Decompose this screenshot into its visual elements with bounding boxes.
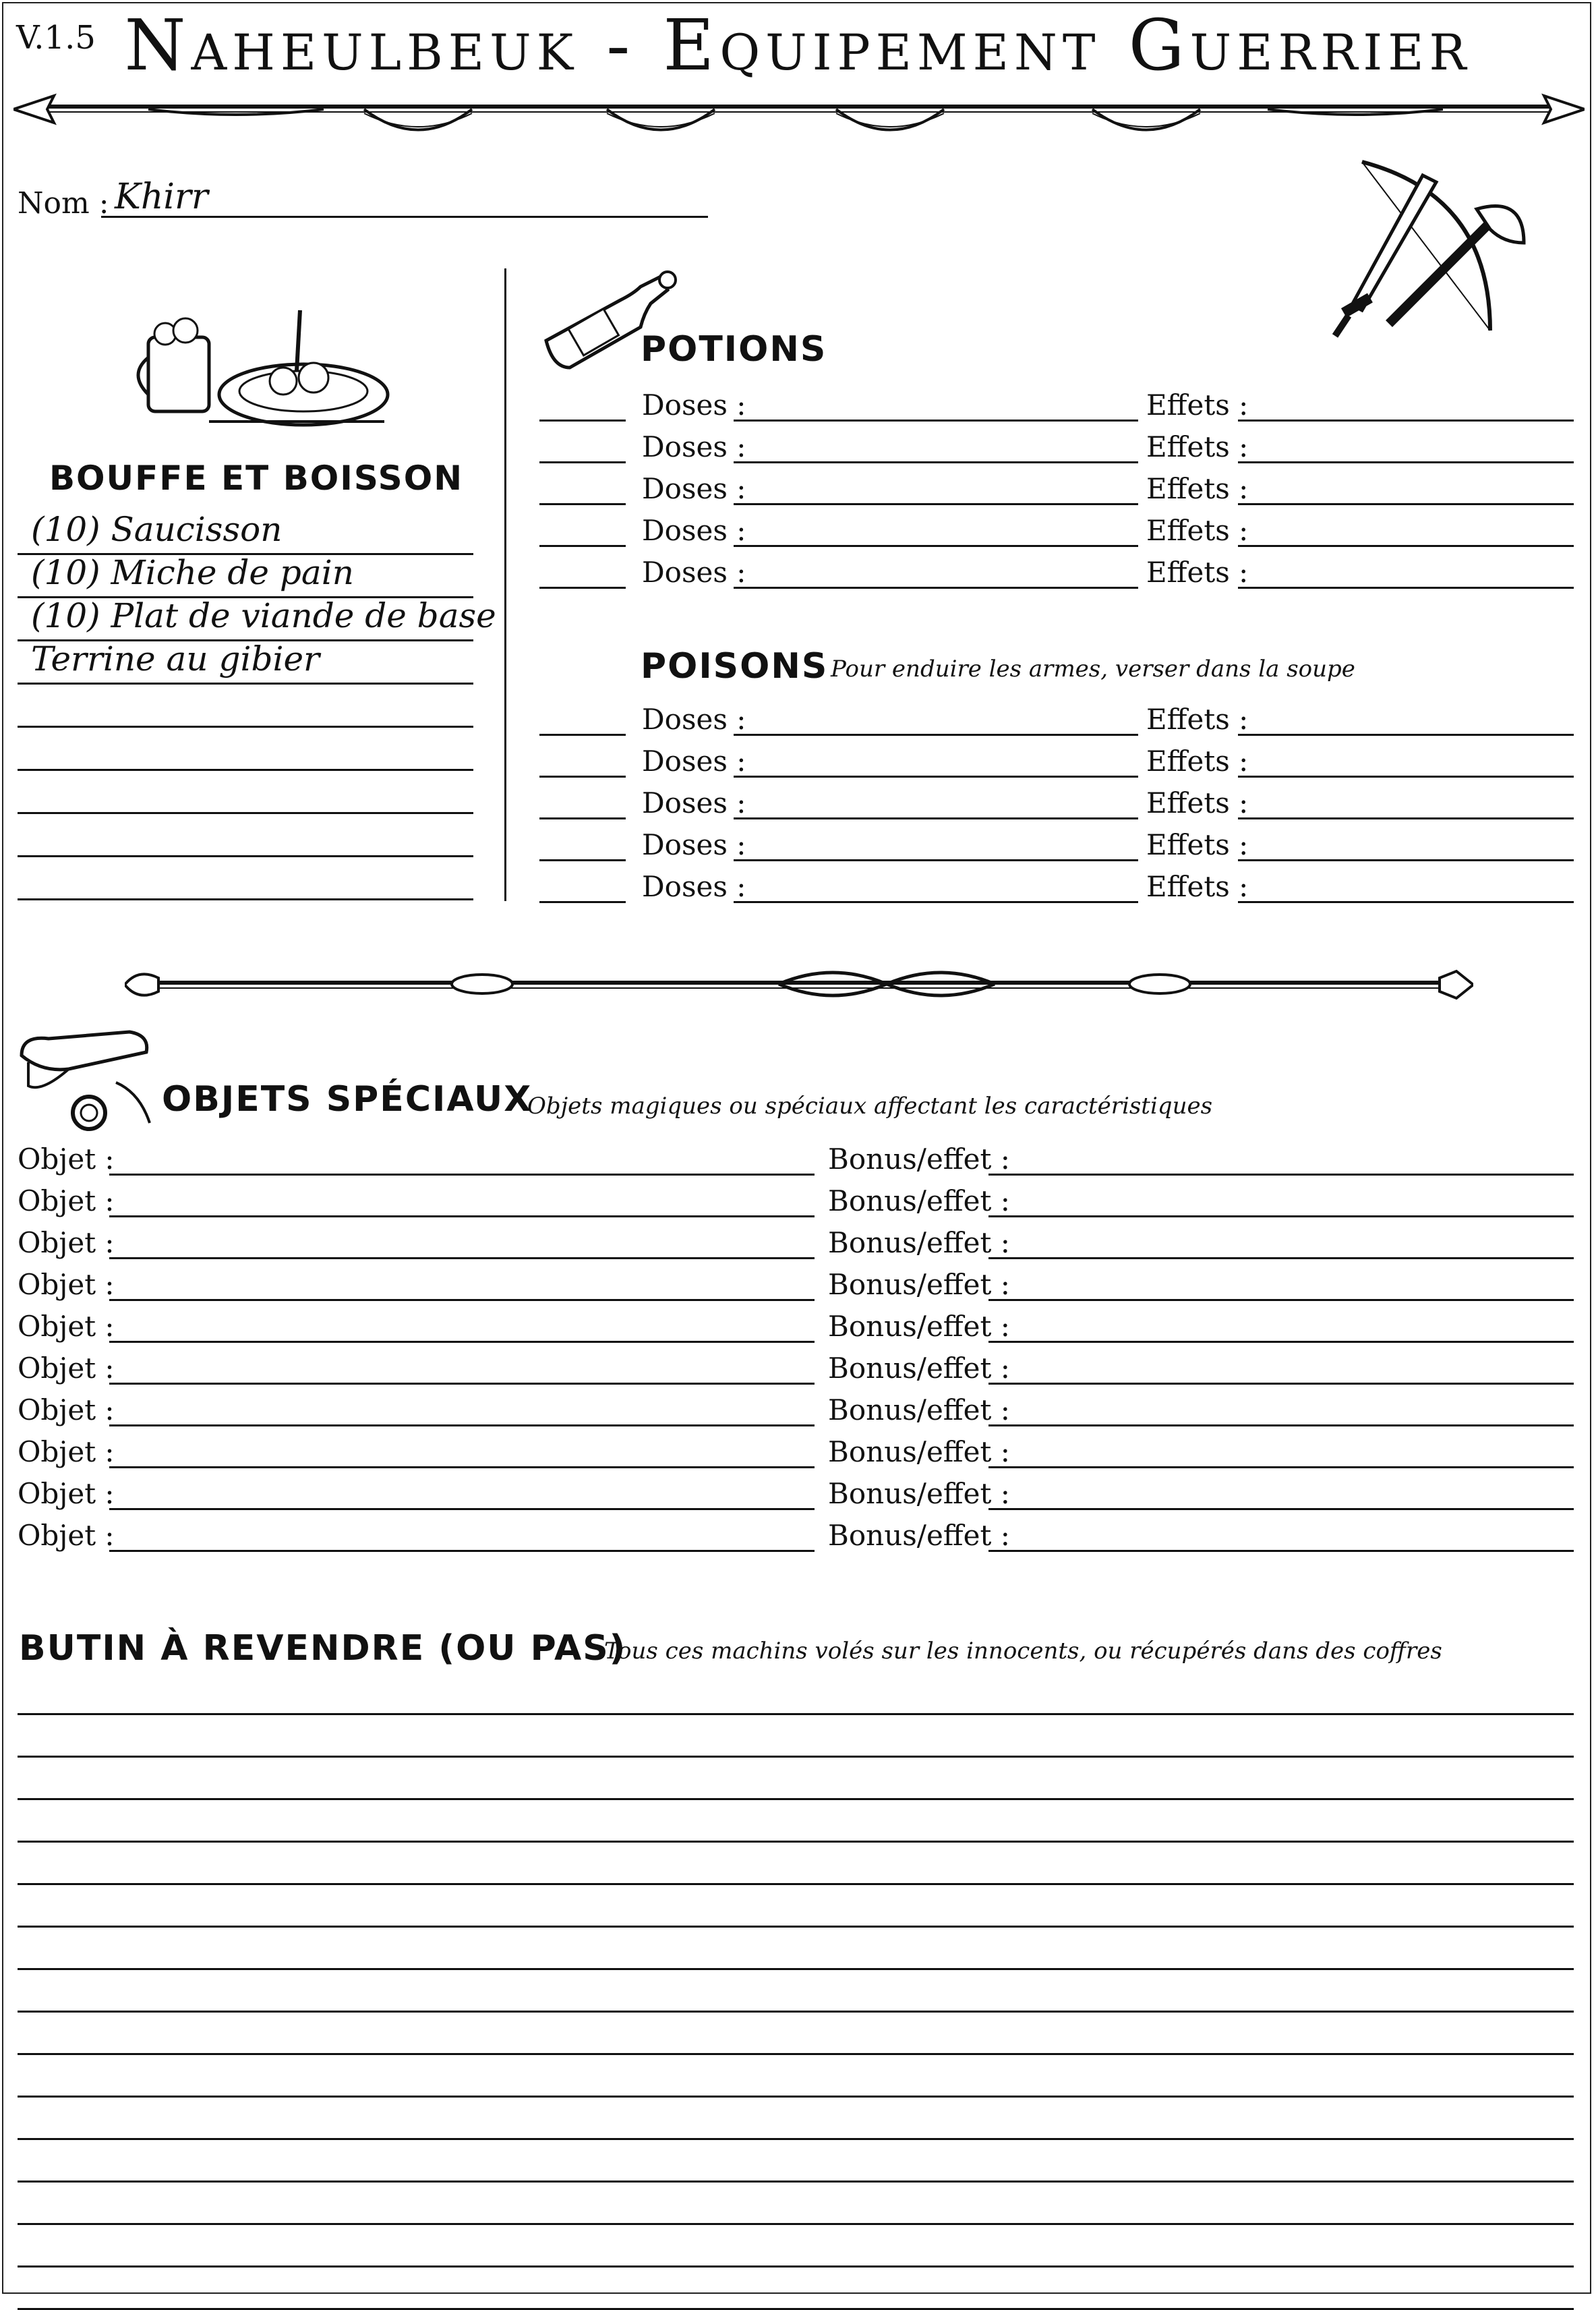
doses-label: Doses : bbox=[642, 786, 746, 819]
effets-field-line[interactable] bbox=[1238, 734, 1574, 736]
objet-field-line[interactable] bbox=[109, 1383, 815, 1385]
objet-field-line[interactable] bbox=[109, 1341, 815, 1343]
doses-label: Doses : bbox=[642, 430, 746, 463]
dose-count-line[interactable] bbox=[539, 545, 626, 547]
bonus-field-line[interactable] bbox=[988, 1174, 1574, 1176]
effets-label: Effets : bbox=[1146, 703, 1249, 736]
objet-field-line[interactable] bbox=[109, 1508, 815, 1510]
butin-section-title: BUTIN À REVENDRE (OU PAS) bbox=[19, 1628, 627, 1669]
butin-line[interactable] bbox=[18, 2096, 1574, 2098]
effets-field-line[interactable] bbox=[1238, 587, 1574, 589]
food-item-line bbox=[18, 898, 473, 900]
effets-field-line[interactable] bbox=[1238, 420, 1574, 422]
nom-value[interactable]: Khirr bbox=[115, 177, 208, 217]
bonus-label: Bonus/effet : bbox=[828, 1435, 1010, 1468]
objet-field-line[interactable] bbox=[109, 1174, 815, 1176]
butin-line[interactable] bbox=[18, 2011, 1574, 2013]
objet-field-line[interactable] bbox=[109, 1424, 815, 1426]
butin-line[interactable] bbox=[18, 2053, 1574, 2055]
bonus-label: Bonus/effet : bbox=[828, 1143, 1010, 1176]
dose-count-line[interactable] bbox=[539, 503, 626, 505]
butin-line[interactable] bbox=[18, 1926, 1574, 1928]
objet-label: Objet : bbox=[18, 1435, 115, 1468]
dose-count-line[interactable] bbox=[539, 734, 626, 736]
doses-label: Doses : bbox=[642, 828, 746, 861]
bonus-field-line[interactable] bbox=[988, 1466, 1574, 1468]
scroll-ring-icon bbox=[15, 1029, 156, 1136]
poisons-section-title: POISONS bbox=[641, 646, 829, 687]
objet-label: Objet : bbox=[18, 1226, 115, 1259]
doses-field-line[interactable] bbox=[734, 776, 1138, 778]
dose-count-line[interactable] bbox=[539, 817, 626, 819]
doses-label: Doses : bbox=[642, 388, 746, 422]
objet-label: Objet : bbox=[18, 1352, 115, 1385]
doses-field-line[interactable] bbox=[734, 420, 1138, 422]
dose-count-line[interactable] bbox=[539, 461, 626, 463]
doses-field-line[interactable] bbox=[734, 817, 1138, 819]
poisons-section-note: Pour enduire les armes, verser dans la soupe bbox=[831, 656, 1355, 683]
page-title: Naheulbeuk - Equipement Guerrier bbox=[124, 4, 1472, 86]
objet-field-line[interactable] bbox=[109, 1215, 815, 1217]
butin-line[interactable] bbox=[18, 1756, 1574, 1758]
bonus-field-line[interactable] bbox=[988, 1424, 1574, 1426]
bonus-field-line[interactable] bbox=[988, 1257, 1574, 1259]
effets-field-line[interactable] bbox=[1238, 461, 1574, 463]
bonus-label: Bonus/effet : bbox=[828, 1268, 1010, 1301]
objet-field-line[interactable] bbox=[109, 1257, 815, 1259]
objets-section-title: OBJETS SPÉCIAUX bbox=[162, 1079, 533, 1120]
bonus-field-line[interactable] bbox=[988, 1508, 1574, 1510]
objet-label: Objet : bbox=[18, 1519, 115, 1552]
doses-label: Doses : bbox=[642, 514, 746, 547]
butin-line[interactable] bbox=[18, 1713, 1574, 1715]
effets-label: Effets : bbox=[1146, 870, 1249, 903]
objets-section-note: Objets magiques ou spéciaux affectant les caractéristiques bbox=[527, 1093, 1213, 1120]
effets-label: Effets : bbox=[1146, 828, 1249, 861]
effets-label: Effets : bbox=[1146, 388, 1249, 422]
bonus-label: Bonus/effet : bbox=[828, 1477, 1010, 1510]
objet-label: Objet : bbox=[18, 1477, 115, 1510]
objet-field-line[interactable] bbox=[109, 1466, 815, 1468]
objet-label: Objet : bbox=[18, 1143, 115, 1176]
bonus-label: Bonus/effet : bbox=[828, 1226, 1010, 1259]
bonus-label: Bonus/effet : bbox=[828, 1393, 1010, 1426]
food-plate-icon bbox=[135, 297, 391, 432]
effets-field-line[interactable] bbox=[1238, 776, 1574, 778]
nom-underline bbox=[101, 216, 708, 218]
food-item-line bbox=[18, 812, 473, 814]
bonus-field-line[interactable] bbox=[988, 1341, 1574, 1343]
bonus-field-line[interactable] bbox=[988, 1550, 1574, 1552]
doses-field-line[interactable] bbox=[734, 734, 1138, 736]
bonus-field-line[interactable] bbox=[988, 1215, 1574, 1217]
food-item[interactable]: (10) Plat de viande de base bbox=[31, 596, 496, 635]
food-item[interactable]: (10) Saucisson bbox=[31, 510, 283, 549]
bonus-field-line[interactable] bbox=[988, 1383, 1574, 1385]
doses-label: Doses : bbox=[642, 556, 746, 589]
doses-label: Doses : bbox=[642, 703, 746, 736]
doses-field-line[interactable] bbox=[734, 503, 1138, 505]
objet-label: Objet : bbox=[18, 1310, 115, 1343]
effets-label: Effets : bbox=[1146, 556, 1249, 589]
butin-line[interactable] bbox=[18, 2265, 1574, 2268]
food-item[interactable]: Terrine au gibier bbox=[31, 639, 320, 678]
effets-field-line[interactable] bbox=[1238, 503, 1574, 505]
effets-label: Effets : bbox=[1146, 430, 1249, 463]
food-item-line bbox=[18, 769, 473, 771]
food-item-line bbox=[18, 726, 473, 728]
butin-line[interactable] bbox=[18, 1841, 1574, 1843]
food-item[interactable]: (10) Miche de pain bbox=[31, 553, 354, 592]
doses-field-line[interactable] bbox=[734, 461, 1138, 463]
effets-field-line[interactable] bbox=[1238, 817, 1574, 819]
doses-field-line[interactable] bbox=[734, 901, 1138, 903]
butin-section-note: Tous ces machins volés sur les innocents, ou récupérés dans des coffres bbox=[604, 1638, 1442, 1665]
butin-line[interactable] bbox=[18, 1798, 1574, 1800]
effets-field-line[interactable] bbox=[1238, 901, 1574, 903]
dose-count-line[interactable] bbox=[539, 587, 626, 589]
bonus-label: Bonus/effet : bbox=[828, 1519, 1010, 1552]
doses-label: Doses : bbox=[642, 870, 746, 903]
dose-count-line[interactable] bbox=[539, 420, 626, 422]
effets-label: Effets : bbox=[1146, 786, 1249, 819]
doses-label: Doses : bbox=[642, 472, 746, 505]
objet-label: Objet : bbox=[18, 1393, 115, 1426]
doses-field-line[interactable] bbox=[734, 587, 1138, 589]
dose-count-line[interactable] bbox=[539, 901, 626, 903]
nom-label: Nom : bbox=[18, 186, 109, 221]
objet-label: Objet : bbox=[18, 1268, 115, 1301]
objet-field-line[interactable] bbox=[109, 1299, 815, 1301]
potions-section-title: POTIONS bbox=[641, 329, 827, 370]
bonus-field-line[interactable] bbox=[988, 1299, 1574, 1301]
food-item-line bbox=[18, 683, 473, 685]
crossed-weapons-icon bbox=[1322, 155, 1537, 344]
effets-field-line[interactable] bbox=[1238, 545, 1574, 547]
effets-field-line[interactable] bbox=[1238, 859, 1574, 861]
butin-line[interactable] bbox=[18, 2223, 1574, 2225]
column-divider bbox=[504, 268, 506, 901]
objet-label: Objet : bbox=[18, 1184, 115, 1217]
doses-field-line[interactable] bbox=[734, 545, 1138, 547]
version-label: V.1.5 bbox=[16, 19, 96, 57]
bonus-label: Bonus/effet : bbox=[828, 1352, 1010, 1385]
spear-ornament-top bbox=[13, 86, 1585, 147]
food-section-title: BOUFFE ET BOISSON bbox=[49, 459, 464, 498]
effets-label: Effets : bbox=[1146, 745, 1249, 778]
butin-line[interactable] bbox=[18, 1968, 1574, 1970]
effets-label: Effets : bbox=[1146, 514, 1249, 547]
bonus-label: Bonus/effet : bbox=[828, 1310, 1010, 1343]
dose-count-line[interactable] bbox=[539, 859, 626, 861]
food-item-line bbox=[18, 855, 473, 857]
effets-label: Effets : bbox=[1146, 472, 1249, 505]
doses-label: Doses : bbox=[642, 745, 746, 778]
staff-ornament-divider bbox=[125, 961, 1473, 1008]
butin-line[interactable] bbox=[18, 2138, 1574, 2140]
doses-field-line[interactable] bbox=[734, 859, 1138, 861]
bonus-label: Bonus/effet : bbox=[828, 1184, 1010, 1217]
butin-line[interactable] bbox=[18, 2181, 1574, 2183]
objet-field-line[interactable] bbox=[109, 1550, 815, 1552]
butin-line[interactable] bbox=[18, 1883, 1574, 1885]
dose-count-line[interactable] bbox=[539, 776, 626, 778]
